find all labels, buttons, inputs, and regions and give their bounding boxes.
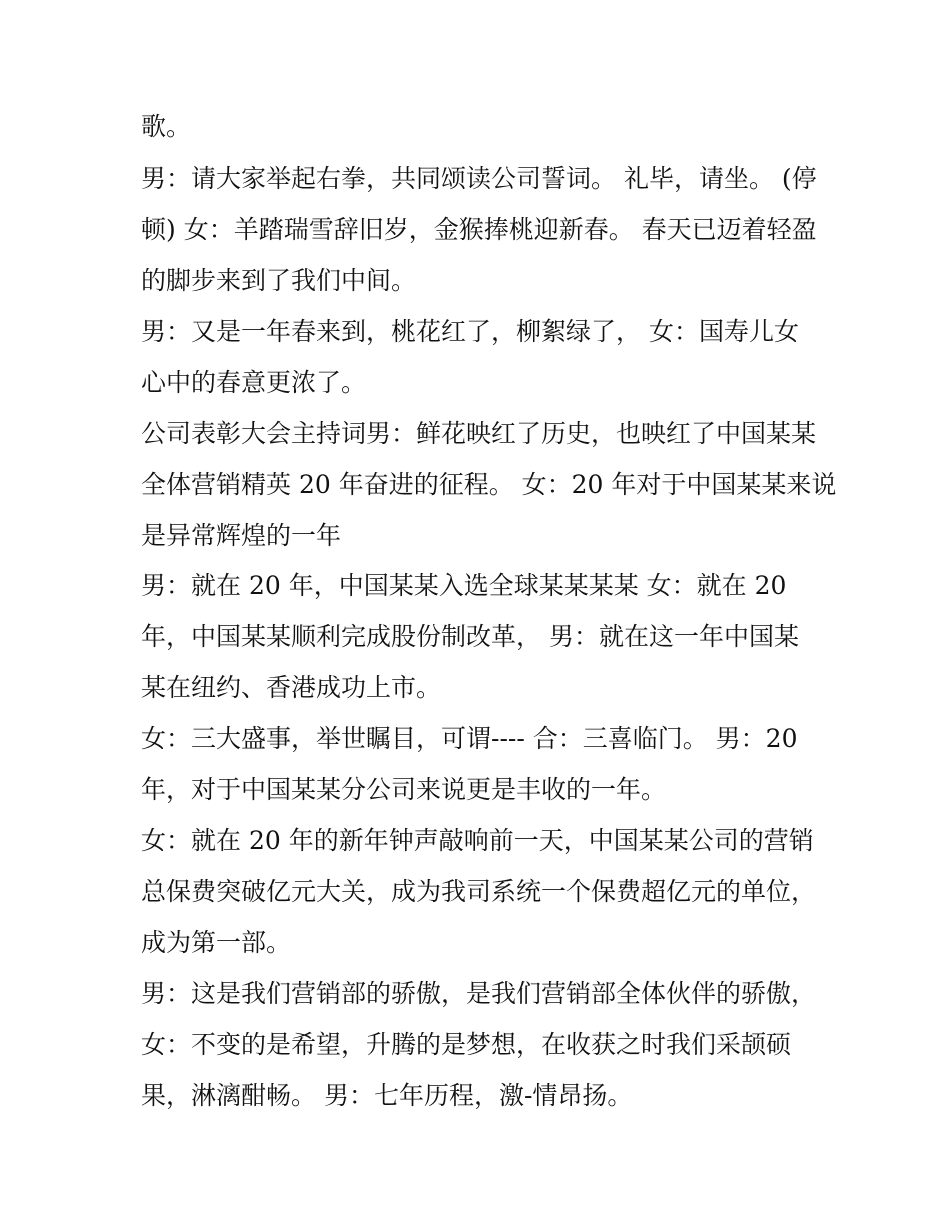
text-line: 是异常辉煌的一年 <box>141 521 342 550</box>
text-line: 年，对于中国某某分公司来说更是丰收的一年。 <box>141 775 667 804</box>
text-line: 歌。 <box>141 112 192 141</box>
text-line: 果，淋漓酣畅。 男：七年历程，激-情昂扬。 <box>141 1081 633 1110</box>
text-line: 男：又是一年春来到，桃花红了，柳絮绿了， 女：国寿儿女 <box>141 317 799 346</box>
text-line: 男：请大家举起右拳，共同颂读公司誓词。 礼毕，请坐。 (停 <box>141 164 817 193</box>
text-line: 心中的春意更浓了。 <box>141 368 367 397</box>
text-line: 女：就在 20 年的新年钟声敲响前一天，中国某某公司的营销 <box>141 826 814 855</box>
text-line: 全体营销精英 20 年奋进的征程。 女：20 年对于中国某某来说 <box>141 470 837 499</box>
text-line: 某在纽约、香港成功上市。 <box>141 673 442 702</box>
text-line: 成为第一部。 <box>141 928 292 957</box>
text-line: 男：就在 20 年，中国某某入选全球某某某某 女：就在 20 <box>141 571 787 600</box>
text-line: 男：这是我们营销部的骄傲，是我们营销部全体伙伴的骄傲， <box>141 979 817 1008</box>
text-line: 公司表彰大会主持词男：鲜花映红了历史，也映红了中国某某 <box>141 419 817 448</box>
text-line: 总保费突破亿元大关，成为我司系统一个保费超亿元的单位， <box>141 877 817 906</box>
text-line: 女：三大盛事，举世瞩目，可谓---- 合：三喜临门。 男：20 <box>141 724 798 753</box>
text-line: 顿) 女：羊踏瑞雪辞旧岁，金猴捧桃迎新春。 春天已迈着轻盈 <box>141 215 817 244</box>
text-line: 女：不变的是希望，升腾的是梦想，在收获之时我们采颉硕 <box>141 1030 792 1059</box>
text-line: 的脚步来到了我们中间。 <box>141 266 417 295</box>
text-line: 年，中国某某顺利完成股份制改革， 男：就在这一年中国某 <box>141 622 799 651</box>
